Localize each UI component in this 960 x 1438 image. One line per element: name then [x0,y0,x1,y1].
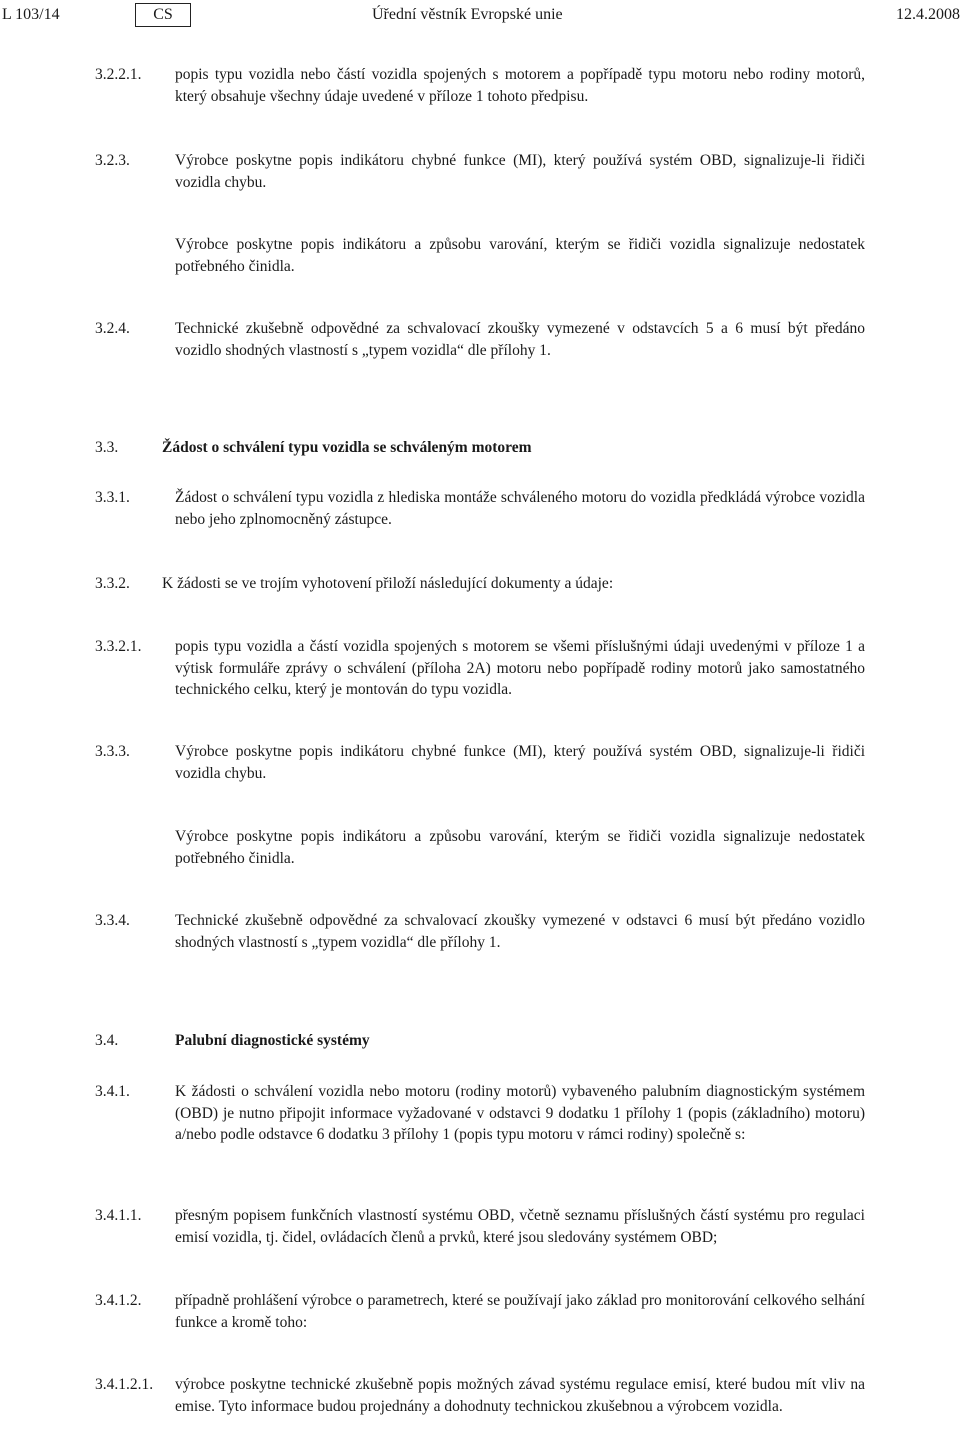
paragraph-number: 3.4.1.2.1. [95,1376,154,1393]
paragraph-text: popis typu vozidla a částí vozidla spojených s motorem se všemi příslušnými údaji uvedenými v příloze 1 a výtisk formuláře zprávy o schválení (příloha 2A) motoru nebo popřípadě rodiny motorů jako samostatného technického celku, který je montován do typu vozidla. [175,638,865,698]
journal-title: Úřední věstník Evropské unie [372,6,563,23]
paragraph-number: 3.2.4. [95,320,130,337]
section-title: Palubní diagnostické systémy [175,1032,370,1049]
paragraph-number: 3.3.2.1. [95,638,142,655]
publication-date: 12.4.2008 [896,6,960,23]
paragraph-text: Výrobce poskytne popis indikátoru a způsobu varování, kterým se řidiči vozidla signalizuje nedostatek potřebného činidla. [175,236,865,275]
paragraph-number: 3.3.4. [95,912,130,929]
paragraph-number: 3.4.1.1. [95,1207,142,1224]
paragraph-text: K žádosti se ve trojím vyhotovení přiloží následující dokumenty a údaje: [162,575,614,592]
page-header [0,3,960,29]
paragraph-text: Technické zkušebně odpovědné za schvalovací zkoušky vymezené v odstavci 6 musí být předáno vozidlo shodných vlastností s „typem vozidla“ dle přílohy 1. [175,912,865,951]
paragraph-number: 3.4.1. [95,1083,130,1100]
paragraph-number: 3.3.1. [95,489,130,506]
paragraph-text: Žádost o schválení typu vozidla z hlediska montáže schváleného motoru do vozidla předkládá výrobce vozidla nebo jeho zplnomocněný zástupce. [175,489,865,528]
section-number: 3.3. [95,439,119,456]
paragraph-number: 3.2.3. [95,152,130,169]
language-badge: CS [135,3,191,27]
paragraph-text: přesným popisem funkčních vlastností systému OBD, včetně seznamu příslušných částí systému pro regulaci emisí vozidla, tj. čidel, ovládacích členů a prvků, které jsou sledovány systémem OBD; [175,1207,865,1246]
paragraph-text: případně prohlášení výrobce o parametrech, které se používají jako základ pro monitorování celkového selhání funkce a kromě toho: [175,1292,865,1331]
paragraph-text: Výrobce poskytne popis indikátoru a způsobu varování, kterým se řidiči vozidla signalizuje nedostatek potřebného činidla. [175,828,865,867]
paragraph-text: Výrobce poskytne popis indikátoru chybné funkce (MI), který používá systém OBD, signalizuje-li řidiči vozidla chybu. [175,743,865,782]
paragraph-text: popis typu vozidla nebo částí vozidla spojených s motorem a popřípadě typu motoru nebo rodiny motorů, který obsahuje všechny údaje uvedené v příloze 1 tohoto předpisu. [175,66,865,105]
paragraph-text: Výrobce poskytne popis indikátoru chybné funkce (MI), který používá systém OBD, signalizuje-li řidiči vozidla chybu. [175,152,865,191]
paragraph-number: 3.3.2. [95,575,130,592]
section-number: 3.4. [95,1032,119,1049]
page-number: L 103/14 [2,6,60,23]
paragraph-text: výrobce poskytne technické zkušebně popis možných závad systému regulace emisí, které budou mít vliv na emise. Tyto informace budou projednány a dohodnuty technickou zkušebnou a výrobcem vozidla. [175,1376,865,1415]
paragraph-text: Technické zkušebně odpovědné za schvalovací zkoušky vymezené v odstavcích 5 a 6 musí být předáno vozidlo shodných vlastností s „typem vozidla“ dle přílohy 1. [175,320,865,359]
paragraph-text: K žádosti o schválení vozidla nebo motoru (rodiny motorů) vybaveného palubním diagnostickým systémem (OBD) je nutno připojit informace vyžadované v odstavci 9 dodatku 1 přílohy 1 (popis (základního) motoru) a/nebo podle odstavce 6 dodatku 3 přílohy 1 (popis typu motoru v rámci rodiny) společně s: [175,1083,865,1143]
paragraph-number: 3.4.1.2. [95,1292,142,1309]
paragraph-number: 3.2.2.1. [95,66,142,83]
section-title: Žádost o schválení typu vozidla se schváleným motorem [162,439,532,456]
paragraph-number: 3.3.3. [95,743,130,760]
